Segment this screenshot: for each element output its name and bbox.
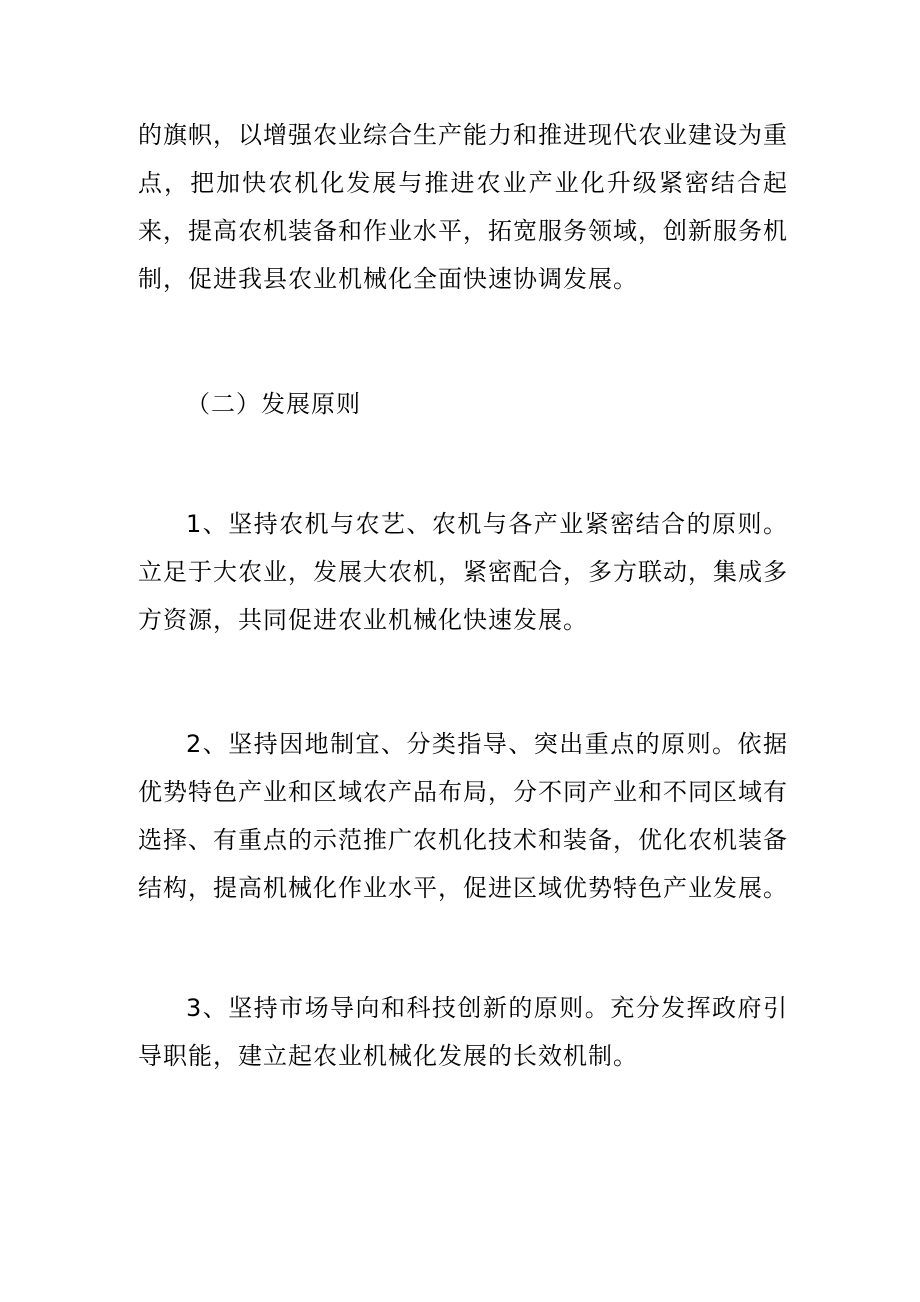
paragraph-principle-1: 1、坚持农机与农艺、农机与各产业紧密结合的原则。立足于大农业，发展大农机，紧密配合，多方联动，集成多方资源，共同促进农业机械化快速发展。 [138,510,788,634]
paragraph-principle-3: 3、坚持市场导向和科技创新的原则。充分发挥政府引导职能，建立起农业机械化发展的长效机制。 [138,994,788,1070]
paragraph-principle-2: 2、坚持因地制宜、分类指导、突出重点的原则。依据优势特色产业和区域农产品布局，分不同产业和不同区域有选择、有重点的示范推广农机化技术和装备，优化农机装备结构，提高机械化作业水平，促进区域优势特色产业发展。 [138,730,788,902]
section-heading: （二）发展原则 [186,390,361,418]
paragraph-intro: 的旗帜，以增强农业综合生产能力和推进现代农业建设为重点，把加快农机化发展与推进农业产业化升级紧密结合起来，提高农机装备和作业水平，拓宽服务领域，创新服务机制，促进我县农业机械化全面快速协调发展。 [138,121,788,293]
